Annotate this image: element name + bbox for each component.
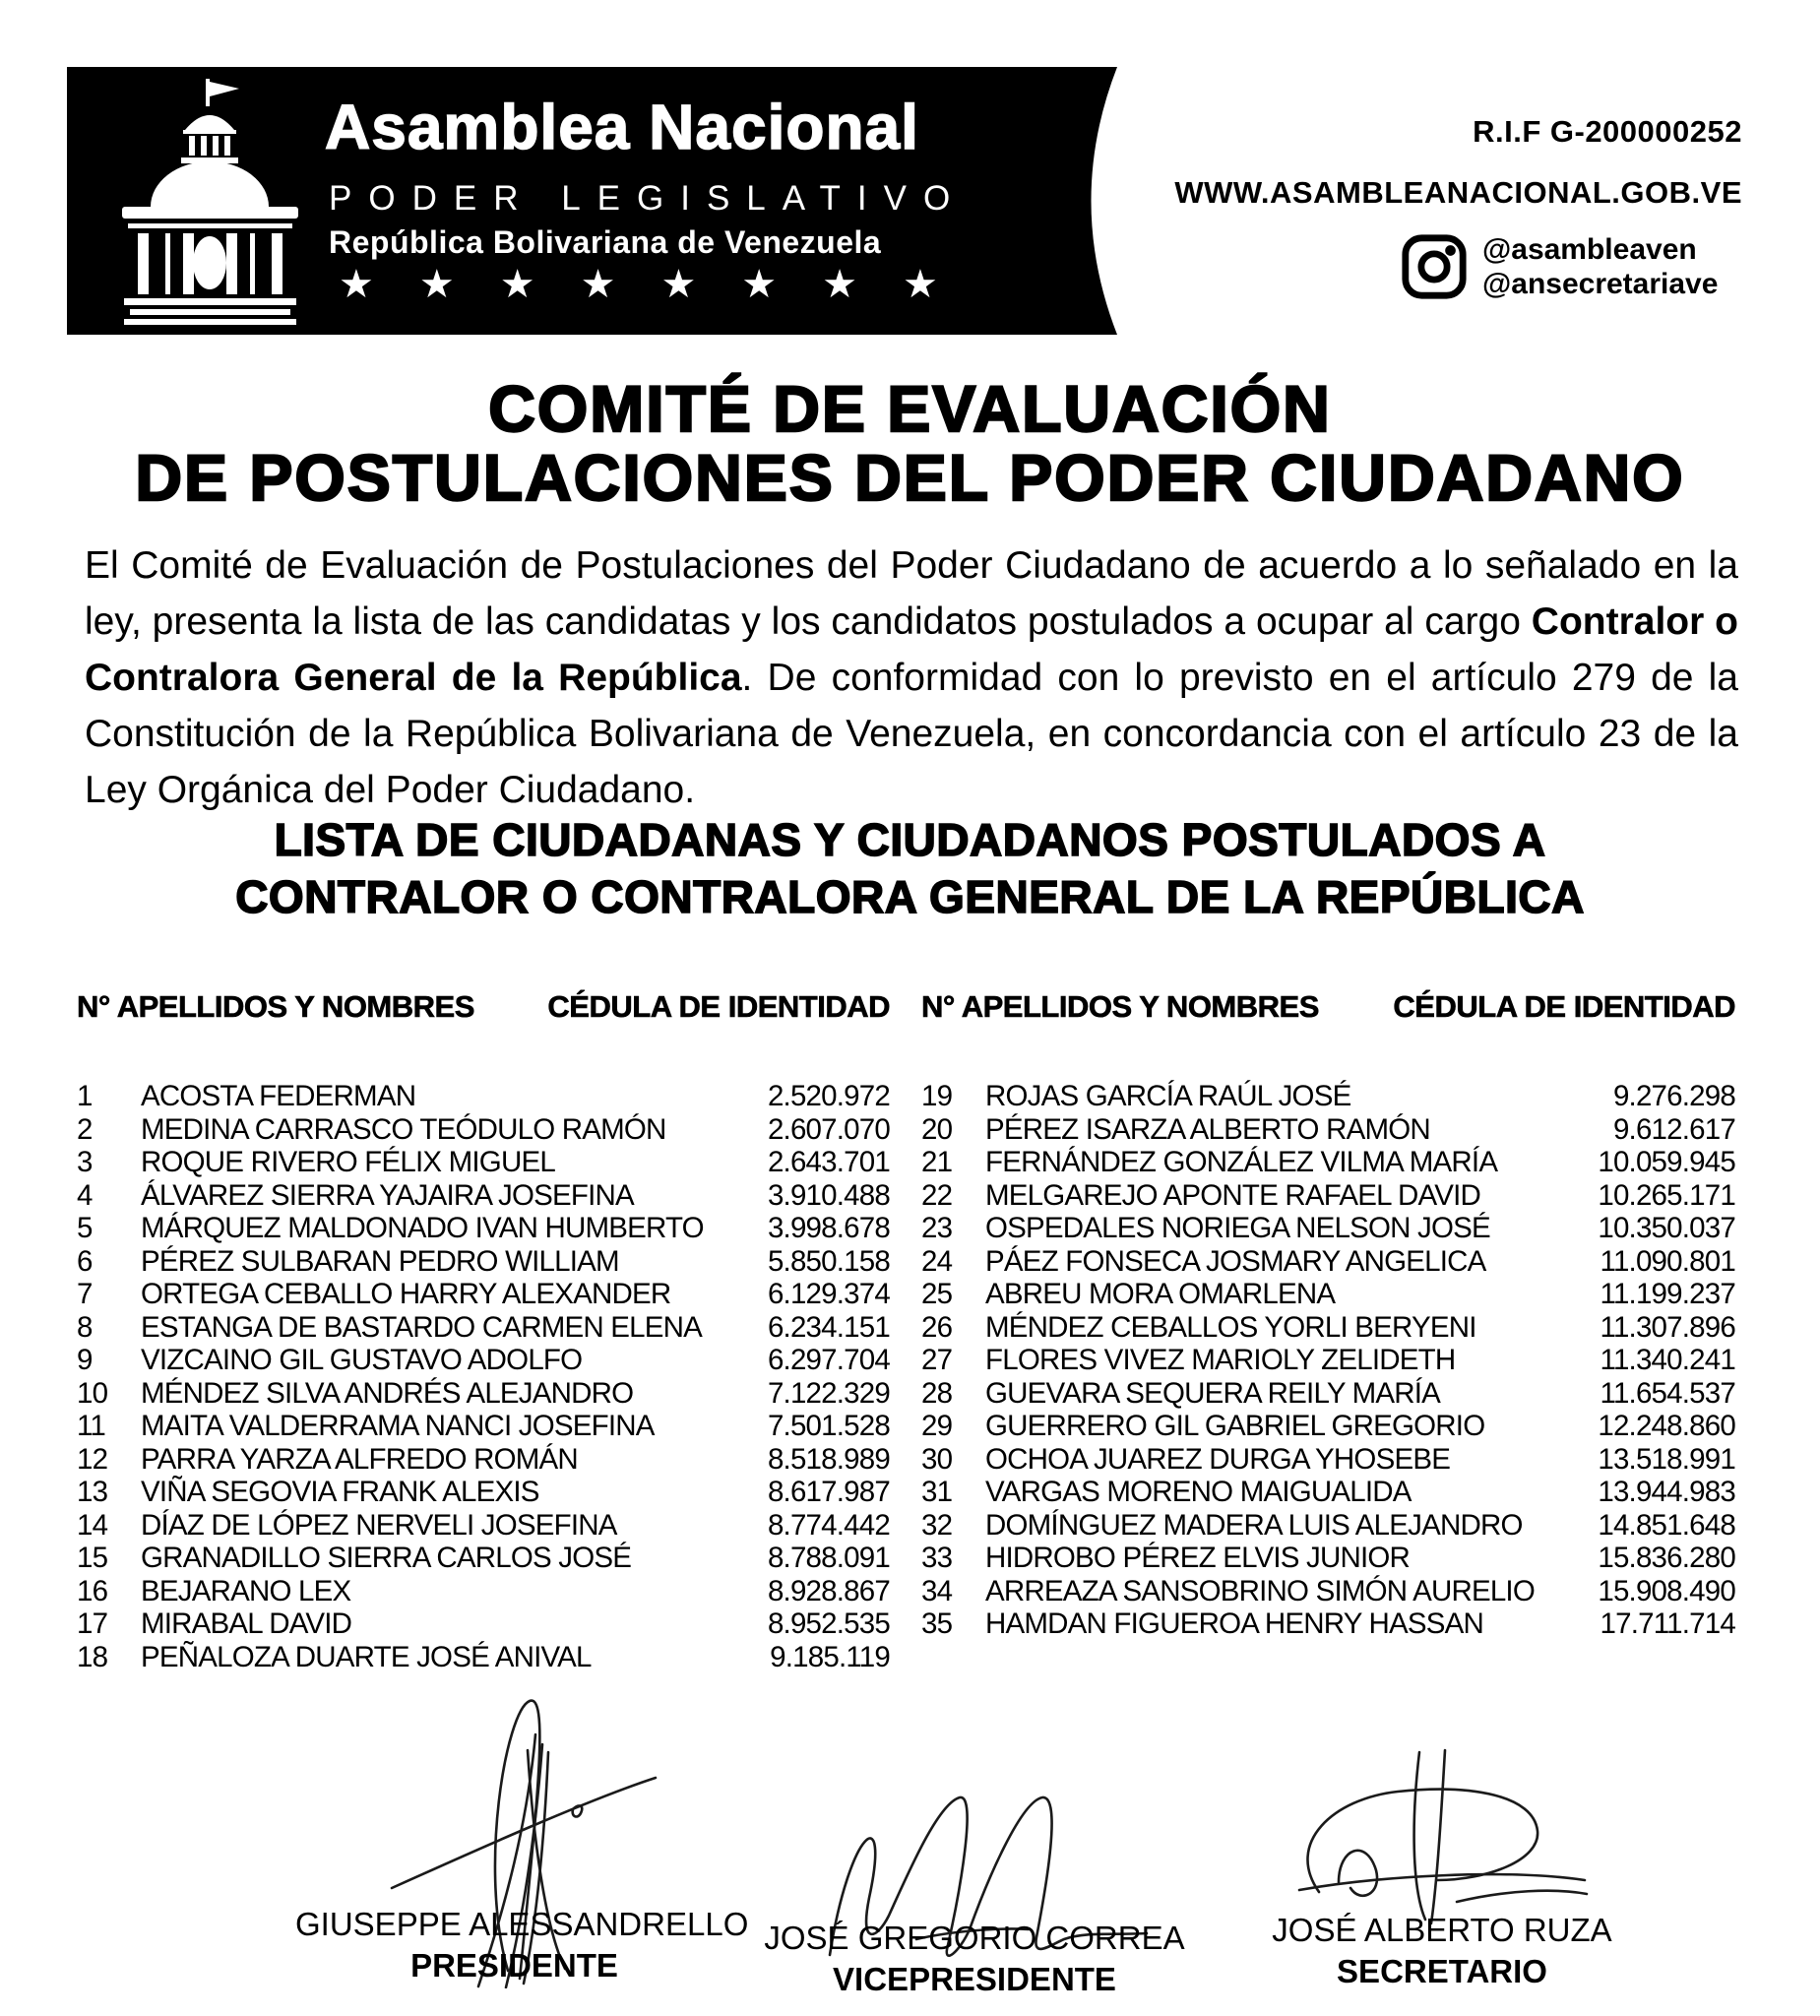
list-title xyxy=(0,811,1820,925)
row-number: 23 xyxy=(921,1212,953,1244)
row-number: 6 xyxy=(77,1244,93,1278)
row-number: 35 xyxy=(921,1607,953,1640)
candidate-cedula: 9.612.617 xyxy=(1612,1112,1735,1146)
candidates-table-right xyxy=(921,989,1735,1641)
intro-bold-office: Contralor o Contralora General de la República xyxy=(85,600,1738,699)
row-number: 20 xyxy=(921,1112,953,1146)
row-number: 15 xyxy=(77,1542,108,1574)
table-row xyxy=(77,1278,890,1311)
candidate-cedula: 6.129.374 xyxy=(767,1278,890,1310)
row-number: 10 xyxy=(77,1376,108,1410)
candidate-name: VIÑA SEGOVIA FRANK ALEXIS xyxy=(141,1476,539,1508)
header-number-name: N° APELLIDOS Y NOMBRES xyxy=(77,989,474,1024)
instagram-icon xyxy=(1400,232,1469,301)
row-number: 18 xyxy=(77,1640,108,1673)
table-header xyxy=(77,989,890,1025)
signature-block-secretario xyxy=(1225,1912,1659,1990)
table-row xyxy=(77,1575,890,1608)
candidate-cedula: 3.910.488 xyxy=(767,1178,890,1212)
row-number: 27 xyxy=(921,1344,953,1376)
candidate-cedula: 2.607.070 xyxy=(767,1112,890,1146)
table-row xyxy=(921,1146,1735,1179)
candidate-cedula: 11.654.537 xyxy=(1600,1376,1735,1410)
candidate-cedula: 13.944.983 xyxy=(1598,1476,1735,1508)
table-row xyxy=(77,1113,890,1147)
row-number: 19 xyxy=(921,1080,953,1112)
candidate-name: FERNÁNDEZ GONZÁLEZ VILMA MARÍA xyxy=(985,1146,1498,1178)
table-row xyxy=(77,1146,890,1179)
candidate-name: VIZCAINO GIL GUSTAVO ADOLFO xyxy=(141,1344,583,1376)
org-name: Asamblea Nacional xyxy=(325,92,919,162)
candidate-cedula: 8.928.867 xyxy=(767,1574,890,1607)
row-number: 12 xyxy=(77,1442,108,1476)
signature-block-presidente xyxy=(295,1906,749,1984)
table-row xyxy=(77,1476,890,1509)
header-id: CÉDULA DE IDENTIDAD xyxy=(547,989,890,1024)
candidate-cedula: 3.998.678 xyxy=(767,1212,890,1244)
table-row xyxy=(921,1377,1735,1411)
instagram-handle-2: @ansecretariave xyxy=(1482,268,1719,300)
table-row xyxy=(77,1179,890,1213)
candidate-name: MAITA VALDERRAMA NANCI JOSEFINA xyxy=(141,1410,655,1442)
row-number: 9 xyxy=(77,1344,93,1376)
row-number: 4 xyxy=(77,1178,93,1212)
table-row xyxy=(77,1410,890,1443)
candidate-name: MÉNDEZ CEBALLOS YORLI BERYENI xyxy=(985,1310,1476,1344)
table-row xyxy=(921,1344,1735,1377)
table-row xyxy=(921,1607,1735,1641)
candidate-name: MÉNDEZ SILVA ANDRÉS ALEJANDRO xyxy=(141,1376,634,1410)
candidate-name: GRANADILLO SIERRA CARLOS JOSÉ xyxy=(141,1542,632,1574)
candidate-name: OSPEDALES NORIEGA NELSON JOSÉ xyxy=(985,1212,1490,1244)
row-number: 34 xyxy=(921,1574,953,1607)
table-row xyxy=(921,1245,1735,1279)
candidate-cedula: 5.850.158 xyxy=(767,1244,890,1278)
table-row xyxy=(77,1641,890,1674)
row-number: 28 xyxy=(921,1376,953,1410)
candidate-name: PÉREZ SULBARAN PEDRO WILLIAM xyxy=(141,1244,619,1278)
candidate-name: PÁEZ FONSECA JOSMARY ANGELICA xyxy=(985,1244,1486,1278)
candidate-cedula: 15.908.490 xyxy=(1598,1574,1735,1607)
row-number: 14 xyxy=(77,1508,108,1542)
table-row xyxy=(77,1542,890,1575)
row-number: 30 xyxy=(921,1442,953,1476)
candidate-name: OCHOA JUAREZ DURGA YHOSEBE xyxy=(985,1442,1451,1476)
candidate-name: MELGAREJO APONTE RAFAEL DAVID xyxy=(985,1178,1481,1212)
candidate-name: FLORES VIVEZ MARIOLY ZELIDETH xyxy=(985,1344,1456,1376)
row-number: 22 xyxy=(921,1178,953,1212)
table-rows-right xyxy=(921,1080,1735,1641)
candidate-name: ARREAZA SANSOBRINO SIMÓN AURELIO xyxy=(985,1574,1535,1607)
header-id: CÉDULA DE IDENTIDAD xyxy=(1393,989,1735,1024)
table-header xyxy=(921,989,1735,1025)
candidate-name: GUERRERO GIL GABRIEL GREGORIO xyxy=(985,1410,1485,1442)
row-number: 25 xyxy=(921,1278,953,1310)
candidate-name: ESTANGA DE BASTARDO CARMEN ELENA xyxy=(141,1310,702,1344)
rif-text: R.I.F G-200000252 xyxy=(1473,114,1742,149)
candidate-cedula: 17.711.714 xyxy=(1600,1607,1735,1640)
candidate-name: HAMDAN FIGUEROA HENRY HASSAN xyxy=(985,1607,1483,1640)
row-number: 8 xyxy=(77,1310,93,1344)
list-title-line2: CONTRALOR O CONTRALORA GENERAL DE LA REPÚBLICA xyxy=(235,871,1585,922)
intro-paragraph xyxy=(85,537,1738,818)
candidate-cedula: 13.518.991 xyxy=(1598,1442,1735,1476)
candidate-name: BEJARANO LEX xyxy=(141,1574,351,1607)
candidate-cedula: 7.501.528 xyxy=(767,1410,890,1442)
asamblea-nacional-banner xyxy=(67,67,1117,335)
table-row xyxy=(921,1212,1735,1245)
capitol-building-icon xyxy=(94,79,326,327)
row-number: 26 xyxy=(921,1310,953,1344)
signer-title: VICEPRESIDENTE xyxy=(833,1961,1116,1997)
candidates-table-left xyxy=(77,989,890,1673)
row-number: 17 xyxy=(77,1607,108,1640)
candidate-cedula: 9.185.119 xyxy=(770,1640,890,1673)
table-row xyxy=(77,1212,890,1245)
row-number: 5 xyxy=(77,1212,93,1244)
table-row xyxy=(921,1476,1735,1509)
candidate-cedula: 8.518.989 xyxy=(767,1442,890,1476)
signature-scribble-secretario xyxy=(1280,1744,1604,1926)
candidate-name: ORTEGA CEBALLO HARRY ALEXANDER xyxy=(141,1278,671,1310)
candidate-cedula: 10.059.945 xyxy=(1598,1146,1735,1178)
table-row xyxy=(77,1245,890,1279)
document-title xyxy=(0,374,1820,512)
signer-name: JOSÉ GREGORIO CORREA xyxy=(764,1920,1185,1956)
candidate-name: ABREU MORA OMARLENA xyxy=(985,1278,1336,1310)
candidate-cedula: 2.520.972 xyxy=(767,1080,890,1112)
candidate-name: DOMÍNGUEZ MADERA LUIS ALEJANDRO xyxy=(985,1508,1523,1542)
instagram-block xyxy=(1400,232,1718,301)
candidate-cedula: 11.199.237 xyxy=(1600,1278,1735,1310)
table-row xyxy=(77,1607,890,1641)
candidate-name: DÍAZ DE LÓPEZ NERVELI JOSEFINA xyxy=(141,1508,617,1542)
org-power-label: PODER LEGISLATIVO xyxy=(329,179,968,218)
candidate-cedula: 10.350.037 xyxy=(1598,1212,1735,1244)
candidate-name: PARRA YARZA ALFREDO ROMÁN xyxy=(141,1442,578,1476)
candidate-name: VARGAS MORENO MAIGUALIDA xyxy=(985,1476,1412,1508)
table-row xyxy=(921,1542,1735,1575)
row-number: 1 xyxy=(77,1080,93,1112)
row-number: 13 xyxy=(77,1476,108,1508)
intro-text-2: . De conformidad con lo previsto en el artículo 279 de la Constitución de la República Bolivariana de Venezuela, en concordancia con el artículo 23 de la Ley Orgánica del Poder Ciudadano. xyxy=(85,657,1738,811)
row-number: 3 xyxy=(77,1146,93,1178)
table-row xyxy=(921,1113,1735,1147)
candidate-name: HIDROBO PÉREZ ELVIS JUNIOR xyxy=(985,1542,1411,1574)
candidate-cedula: 2.643.701 xyxy=(767,1146,890,1178)
candidate-name: MÁRQUEZ MALDONADO IVAN HUMBERTO xyxy=(141,1212,704,1244)
candidate-name: ROJAS GARCÍA RAÚL JOSÉ xyxy=(985,1080,1351,1112)
candidate-cedula: 11.307.896 xyxy=(1600,1310,1735,1344)
candidate-cedula: 6.297.704 xyxy=(767,1344,890,1376)
row-number: 2 xyxy=(77,1112,93,1146)
document-title-line2: DE POSTULACIONES DEL PODER CIUDADANO xyxy=(135,441,1685,514)
signer-title: SECRETARIO xyxy=(1337,1953,1547,1989)
row-number: 24 xyxy=(921,1244,953,1278)
table-row xyxy=(921,1080,1735,1113)
candidate-cedula: 8.952.535 xyxy=(767,1607,890,1640)
document-title-line1: COMITÉ DE EVALUACIÓN xyxy=(488,372,1332,445)
candidate-cedula: 9.276.298 xyxy=(1612,1080,1735,1112)
table-row xyxy=(77,1311,890,1345)
candidate-name: ROQUE RIVERO FÉLIX MIGUEL xyxy=(141,1146,555,1178)
row-number: 7 xyxy=(77,1278,93,1310)
org-country-label: República Bolivariana de Venezuela xyxy=(329,224,882,260)
candidate-name: MEDINA CARRASCO TEÓDULO RAMÓN xyxy=(141,1112,666,1146)
website-text: WWW.ASAMBLEANACIONAL.GOB.VE xyxy=(1174,175,1742,210)
candidate-cedula: 12.248.860 xyxy=(1598,1410,1735,1442)
candidate-cedula: 11.340.241 xyxy=(1600,1344,1735,1376)
table-row xyxy=(921,1311,1735,1345)
candidate-cedula: 8.774.442 xyxy=(767,1508,890,1542)
table-row xyxy=(77,1344,890,1377)
intro-text-1: El Comité de Evaluación de Postulaciones del Poder Ciudadano de acuerdo a lo señalado en la ley, presenta la lista de las candidatas y los candidatos postulados a ocupar al cargo xyxy=(85,544,1738,643)
candidate-name: PÉREZ ISARZA ALBERTO RAMÓN xyxy=(985,1112,1430,1146)
table-row xyxy=(921,1575,1735,1608)
header-number-name: N° APELLIDOS Y NOMBRES xyxy=(921,989,1319,1024)
candidate-name: ACOSTA FEDERMAN xyxy=(141,1080,416,1112)
table-row xyxy=(77,1080,890,1113)
list-title-line1: LISTA DE CIUDADANAS Y CIUDADANOS POSTULADOS A xyxy=(274,814,1546,865)
candidate-cedula: 7.122.329 xyxy=(767,1376,890,1410)
row-number: 29 xyxy=(921,1410,953,1442)
candidate-cedula: 11.090.801 xyxy=(1600,1244,1735,1278)
candidate-cedula: 8.788.091 xyxy=(767,1542,890,1574)
table-row xyxy=(921,1443,1735,1477)
row-number: 16 xyxy=(77,1574,108,1607)
candidate-name: ÁLVAREZ SIERRA YAJAIRA JOSEFINA xyxy=(141,1178,634,1212)
stars-row: ★★★★★★★★ xyxy=(339,263,983,306)
table-row xyxy=(921,1509,1735,1543)
candidate-cedula: 8.617.987 xyxy=(767,1476,890,1508)
table-row xyxy=(77,1443,890,1477)
table-row xyxy=(921,1179,1735,1213)
table-row xyxy=(921,1410,1735,1443)
row-number: 32 xyxy=(921,1508,953,1542)
row-number: 21 xyxy=(921,1146,953,1178)
signature-block-vicepresidente xyxy=(758,1920,1191,1998)
signer-name: JOSÉ ALBERTO RUZA xyxy=(1272,1912,1612,1948)
candidate-name: GUEVARA SEQUERA REILY MARÍA xyxy=(985,1376,1441,1410)
candidate-cedula: 14.851.648 xyxy=(1598,1508,1735,1542)
instagram-handle-1: @asambleaven xyxy=(1482,233,1697,266)
signer-title: PRESIDENTE xyxy=(410,1947,618,1984)
row-number: 31 xyxy=(921,1476,953,1508)
candidate-cedula: 15.836.280 xyxy=(1598,1542,1735,1574)
candidate-name: PEÑALOZA DUARTE JOSÉ ANIVAL xyxy=(141,1640,592,1673)
signer-name: GIUSEPPE ALESSANDRELLO xyxy=(295,1906,749,1942)
table-row xyxy=(77,1377,890,1411)
candidate-cedula: 10.265.171 xyxy=(1598,1178,1735,1212)
candidate-name: MIRABAL DAVID xyxy=(141,1607,352,1640)
table-row xyxy=(921,1278,1735,1311)
table-row xyxy=(77,1509,890,1543)
table-rows-left xyxy=(77,1080,890,1673)
row-number: 11 xyxy=(77,1410,106,1442)
row-number: 33 xyxy=(921,1542,953,1574)
candidate-cedula: 6.234.151 xyxy=(767,1310,890,1344)
